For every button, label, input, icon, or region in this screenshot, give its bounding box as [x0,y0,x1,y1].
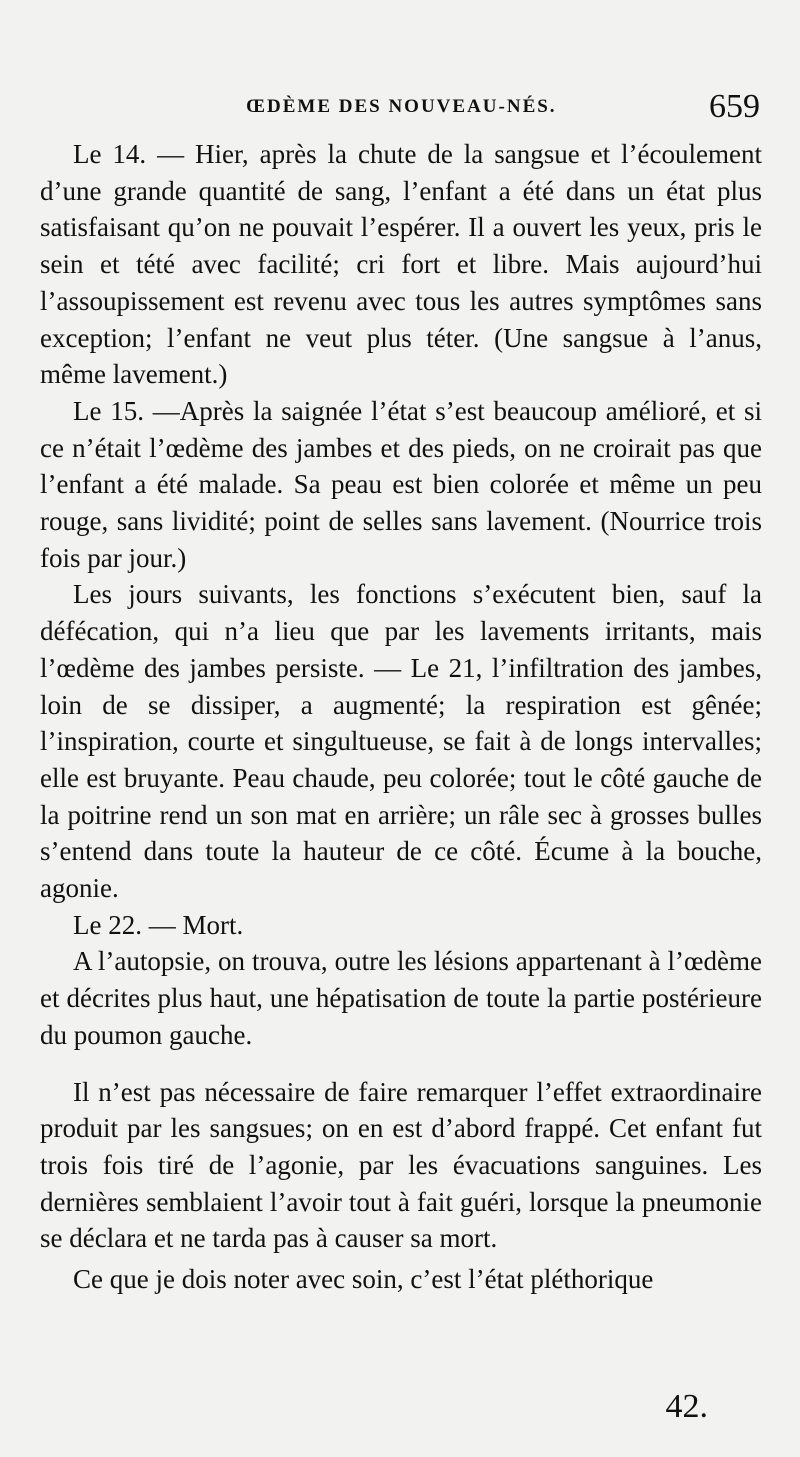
running-title: ŒDÈME DES NOUVEAU-NÉS. [246,96,557,117]
paragraph-commentary: Il n’est pas nécessaire de faire remarquer l’effet extraordinaire produit par les sangsues; on en est d’abord frappé. Cet enfant fut trois fois tiré de l’agonie, par les évacuations sanguines. Les dernières semblaient l’avoir tout à fait guéri, lorsque la pneumonie se déclara et ne tarda pas à causer sa mort. [40,1076,762,1254]
paragraph-day-15: Le 15. —Après la saignée l’état s’est beaucoup amélioré, et si ce n’était l’œdème des jambes et des pieds, on ne croirait pas que l’enfant a été malade. Sa peau est bien colorée et même un peu rouge, sans lividité; point de selles sans lavement. (Nourrice trois fois par jour.) [40,395,762,573]
paragraph-day-14: Le 14. — Hier, après la chute de la sangsue et l’écoulement d’une grande quantité de sang, l’enfant a été dans un état plus satisfaisant qu’on ne pouvait l’espérer. Il a ouvert les yeux, pris le sein et tété avec facilité; cri fort et libre. Mais aujourd’hui l’assoupissement est revenu avec tous les autres symptômes sans exception; l’enfant ne veut plus téter. (Une sangsue à l’anus, même lavement.) [40,139,762,390]
page-number: 659 [709,88,760,125]
signature-mark: 42. [665,1388,708,1425]
paragraph-final: Ce que je dois noter avec soin, c’est l’état pléthorique [73,1264,654,1295]
paragraph-day-22: Le 22. — Mort. [73,909,244,940]
paragraph-autopsy: A l’autopsie, on trouva, outre les lésions appartenant à l’œdème et décrites plus haut, une hépatisation de toute la partie postérieure du poumon gauche. [40,946,762,1050]
paragraph-following-days: Les jours suivants, les fonctions s’exécutent bien, sauf la défécation, qui n’a lieu que par les lavements irritants, mais l’œdème des jambes persiste. — Le 21, l’infiltration des jambes, loin de se dissiper, a augmenté; la respiration est gênée; l’inspiration, courte et singultueuse, se fait à de longs intervalles; elle est bruyante. Peau chaude, peu colorée; tout le côté gauche de la poitrine rend un son mat en arrière; un râle sec à grosses bulles s’entend dans toute la hauteur de ce côté. Écume à la bouche, agonie. [40,579,762,904]
page-header [36,86,760,126]
body-text [40,136,762,1298]
